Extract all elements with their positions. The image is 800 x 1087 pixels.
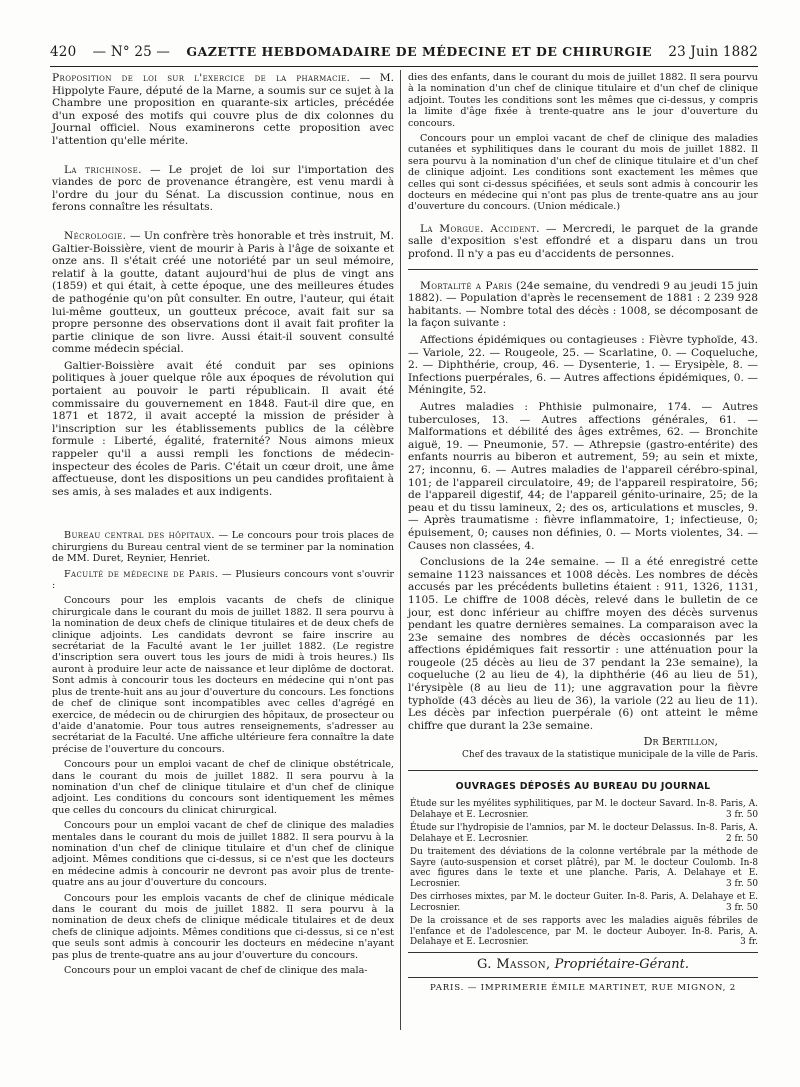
paragraph: Concours pour un emploi vacant de chef de clinique des mala- — [64, 965, 368, 977]
article-body: — M. Hippolyte Faure, député de la Marne, a soumis sur ce sujet à la Chambre une proposition en quarante-six articles, précédée d'un exposé des motifs qui couvre plus de dix colonnes du Journal officiel. Nous examinerons cette proposition avec l'attention qu'elle mérite. — [52, 72, 394, 147]
paragraph: Affections épidémiques ou contagieuses : Fièvre typhoïde, 43. — Variole, 22. — Rougeole, 25. — Scarlatine, 0. — Coqueluche, 2. — Diphthérie, croup, 46. — Dysenterie, 1. — Erysipèle, 8. — Infections puerpérales, 6. — Autres affections épidémiques, 0. — Méningite, 52. — [408, 334, 758, 397]
column-divider — [400, 70, 401, 1030]
work-entry — [408, 799, 758, 820]
work-price: 3 fr. — [740, 937, 758, 948]
article-heading: Nécrologie. — [64, 229, 127, 242]
work-entry — [408, 892, 758, 913]
article-body: — Mercredi, le parquet de la grande salle d'exposition s'est effondré et a disparu dans un trou profond. Il n'y a pas eu d'accidents de personnes. — [408, 222, 758, 261]
paragraph: Concours pour un emploi vacant de chef de clinique des maladies cutanées et syphilitiques dans le courant du mois de juillet 1882. Il sera pourvu à la nomination d'un chef de clinique titulaire et d'un chef de clinique adjoint. Les conditions sont exactement les mêmes que celles qui sont ci-dessus spécifiées, et seuls sont admis à concourir les docteurs en médecine qui n'ont pas plus de trente-quatre ans au jour d'ouverture du concours. (Union médicale.) — [408, 133, 758, 213]
paragraph: Autres maladies : Phthisie pulmonaire, 174. — Autres tuberculoses, 13. — Autres affections générales, 61. — Malformations et débilité des âges extrêmes, 62. — Bronchite aiguë, 19. — Pneumonie, 57. — Athrepsie (gastro-entérite) des enfants nourris au biberon et autrement, 59; au sein et mixte, 27; inconnu, 6. — Autres maladies de l'appareil cérébro-spinal, 101; de l'appareil circulatoire, 49; de l'appareil respiratoire, 56; de l'appareil digestif, 44; de l'appareil génito-urinaire, 25; de la peau et du tissu lamineux, 2; des os, articulations et muscles, 9. — Après traumatisme : fièvre inflammatoire, 1; infectieuse, 0; épuisement, 0; causes non définies, 0. — Morts violentes, 34. — Causes non classées, 4. — [408, 401, 758, 552]
work-price: 3 fr. 50 — [726, 809, 758, 820]
article-heading: La trichinose. — [64, 163, 142, 176]
page-number: 420 — [50, 44, 77, 60]
printer-imprint: PARIS. — IMPRIMERIE ÉMILE MARTINET, RUE MIGNON, 2 — [429, 983, 736, 994]
signature: Dr Bertillon, — [643, 735, 718, 749]
works-list — [408, 799, 758, 948]
paragraph: dies des enfants, dans le courant du mois de juillet 1882. Il sera pourvu à la nomination d'un chef de clinique titulaire et d'un chef de clinique adjoint. Toutes les conditions sont les mêmes que ci-dessus, y compris la limite d'âge fixée à trente-quatre ans le jour d'ouverture du concours. — [408, 72, 758, 129]
work-text: De la croissance et de ses rapports avec les maladies aiguës fébriles de l'enfance et de l'adolescence, par M. le docteur Auboyer. In-8. Paris, A. Delahaye et E. Lecrosnier. — [410, 916, 758, 948]
paragraph: Concours pour un emploi vacant de chef de clinique obstétricale, dans le courant du mois de juillet 1882. Il sera pourvu à la nomination d'un chef de clinique titulaire et d'un chef de clinique adjoint. Les conditions du concours sont identiquement les mêmes que celles du concours du clinicat chirurgical. — [52, 759, 394, 816]
issue-number: — N° 25 — — [92, 44, 171, 60]
issue-date: 23 Juin 1882 — [668, 44, 758, 60]
article-body: — Plusieurs concours vont s'ouvrir : — [52, 568, 394, 592]
work-price: 3 fr. 50 — [726, 902, 758, 913]
paragraph: Conclusions de la 24e semaine. — Il a été enregistré cette semaine 1123 naissances et 1008 décès. Les nombres de décès accusés par les précédents bulletins étaient : 911, 1326, 1131, 1105. Le chiffre de 1008 décès, relevé dans le bulletin de ce jour, est donc inférieur au chiffre moyen des décès survenus pendant les quatre dernières semaines. La comparaison avec la 23e semaine des nombres de décès occasionnés par les affections épidémiques fait ressortir : une atténuation pour la rougeole (25 décès au lieu de 37 pendant la 23e semaine), la coqueluche (2 au lieu de 4), la diphthérie (46 au lieu de 51), l'érysipèle (8 au lieu de 11); une aggravation pour la fièvre typhoïde (43 décès au lieu de 36), la variole (22 au lieu de 11). Les décès par infection puerpérale (6) ont atteint le même chiffre que durant la 23e semaine. — [408, 556, 758, 732]
work-price: 2 fr. 50 — [726, 833, 758, 844]
page-header — [50, 44, 758, 64]
article-heading: La Morgue. Accident. — [420, 222, 540, 235]
article-pharmacie — [52, 72, 394, 148]
article-bureau-central — [52, 530, 394, 564]
work-text: Étude sur l'hydropisie de l'amnios, par M. le docteur Delassus. In-8. Paris, A. Delahaye et E. Lecrosnier. — [410, 823, 758, 844]
proprietor-name: G. Masson, — [476, 956, 551, 972]
header-rule — [50, 66, 758, 67]
article-heading: Proposition de loi sur l'exercice de la pharmacie. — [52, 72, 351, 84]
left-column — [52, 72, 394, 980]
article-necrologie — [52, 230, 394, 356]
article-faculte — [52, 569, 394, 592]
work-entry — [408, 823, 758, 844]
section-rule — [408, 977, 758, 978]
article-heading: Bureau central des hôpitaux. — [64, 530, 215, 542]
article-morgue — [408, 223, 758, 261]
article-body: — Le concours pour trois places de chirurgiens du Bureau central vient de se terminer par la nomination de MM. Duret, Reynier, Henriet. — [52, 530, 394, 565]
section-rule — [408, 269, 758, 270]
paragraph: Concours pour les emplois vacants de chef de clinique médicale dans le courant du mois de juillet 1882. Il sera pourvu à la nomination de deux chefs de clinique médicale titulaires et de deux chefs de clinique adjoints. Mêmes conditions que ci-dessus, si ce n'est que seuls sont admis à concourir les docteurs en médecine n'ayant pas plus de trente-quatre ans au jour d'ouverture du concours. — [52, 892, 394, 961]
article-body: — Le projet de loi sur l'importation des viandes de porc de provenance étrangère, est venu mardi à l'ordre du jour du Sénat. La discussion continue, nous en ferons connaître les résultats. — [52, 163, 394, 214]
article-body: — Un confrère très honorable et très instruit, M. Galtier-Boissière, vient de mourir à Paris à l'âge de soixante et onze ans. Il s'était créé une notoriété par un seul mémoire, relatif à la goutte, datant aujourd'hui de plus de vingt ans (1859) et qui était, à cette époque, une des meilleures études de pathogénie qu'on pût consulter. En outre, l'auteur, qui était lui-même goutteux, un goutteux précoce, avait fait sur sa propre personne des observations dont il avait fait profiter la partie clinique de son livre. Aussi était-il souvent consulté comme médecin spécial. — [52, 229, 394, 356]
paragraph: Concours pour un emploi vacant de chef de clinique des maladies mentales dans le courant du mois de juillet 1882. Il sera pourvu à la nomination d'un chef de clinique titulaire et d'un chef de clinique adjoint. Mêmes conditions que ci-dessus, si ce n'est que les docteurs en médecine admis à concourir ne devront pas avoir plus de trente-quatre ans au jour d'ouverture du concours. — [52, 820, 394, 889]
work-price: 3 fr. 50 — [726, 878, 758, 889]
works-heading: OUVRAGES DÉPOSÉS AU BUREAU DU JOURNAL — [455, 780, 711, 792]
article-trichinose — [52, 164, 394, 214]
section-rule — [408, 770, 758, 771]
article-mortalite — [408, 280, 758, 330]
signature-title: Chef des travaux de la statistique municipale de la ville de Paris. — [462, 750, 758, 761]
right-column — [408, 72, 758, 995]
work-entry — [408, 916, 758, 948]
work-text: Étude sur les myélites syphilitiques, par M. le docteur Savard. In-8. Paris, A. Delahaye et E. Lecrosnier. — [410, 799, 758, 820]
article-heading: Mortalité a Paris — [420, 279, 513, 292]
proprietor-role: Propriétaire-Gérant. — [550, 956, 690, 972]
proprietor-line — [408, 956, 758, 972]
paragraph: Galtier-Boissière avait été conduit par ses opinions politiques à jouer quelque rôle aux époques de révolution qui portaient au pouvoir le parti républicain. Il avait été commissaire du gouvernement en 1848. Faut-il dire que, en 1871 et 1872, il avait accepté la mission de présider à l'inscription sur les établissements publics de la célèbre formule : Liberté, égalité, fraternité? Nous aimons mieux rappeler qu'il a aussi rempli les fonctions de médecin-inspecteur des écoles de Paris. C'était un cœur droit, une âme affectueuse, dont les dispositions un peu candides profitaient à ses amis, à ses malades et aux indigents. — [52, 359, 394, 498]
work-text: Du traitement des déviations de la colonne vertébrale par la méthode de Sayre (auto-suspension et corset plâtré), par M. le docteur Coulomb. In-8 avec figures dans le texte et une planche. Paris, A. Delahaye et E. Lecrosnier. — [410, 847, 758, 889]
work-entry — [408, 847, 758, 889]
article-body: (24e semaine, du vendredi 9 au jeudi 15 juin 1882). — Population d'après le recensement de 1881 : 2 239 928 habitants. — Nombre total des décès : 1008, se décomposant de la façon suivante : — [408, 279, 758, 330]
work-text: Des cirrhoses mixtes, par M. le docteur Guiter. In-8. Paris, A. Delahaye et E. Lecrosnier. — [410, 892, 758, 913]
paragraph: Concours pour les emplois vacants de chefs de clinique chirurgicale dans le courant du mois de juillet 1882. Il sera pourvu à la nomination de deux chefs de clinique titulaires et de deux chefs de clinique adjoints. Les candidats devront se faire inscrire au secrétariat de la Faculté avant le 1er juillet 1882. (Le registre d'inscription sera ouvert tous les jours de midi à trois heures.) Ils auront à produire leur acte de naissance et leur diplôme de doctorat. Sont admis à concourir tous les docteurs en médecine qui n'ont pas plus de trente-huit ans au jour d'ouverture du concours. Les fonctions de chef de clinique sont incompatibles avec celles d'agrégé en exercice, de médecin ou de chirurgien des hôpitaux, de prosecteur ou d'aide d'anatomie. Pour tous autres renseignements, s'adresser au secrétariat de la Faculté. Une affiche ultérieure fera connaître la date précise de l'ouverture du concours. — [52, 595, 394, 755]
section-rule — [408, 952, 758, 953]
article-heading: Faculté de médecine de Paris. — [64, 568, 219, 580]
journal-title: GAZETTE HEBDOMADAIRE DE MÉDECINE ET DE CHIRURGIE — [186, 44, 653, 59]
